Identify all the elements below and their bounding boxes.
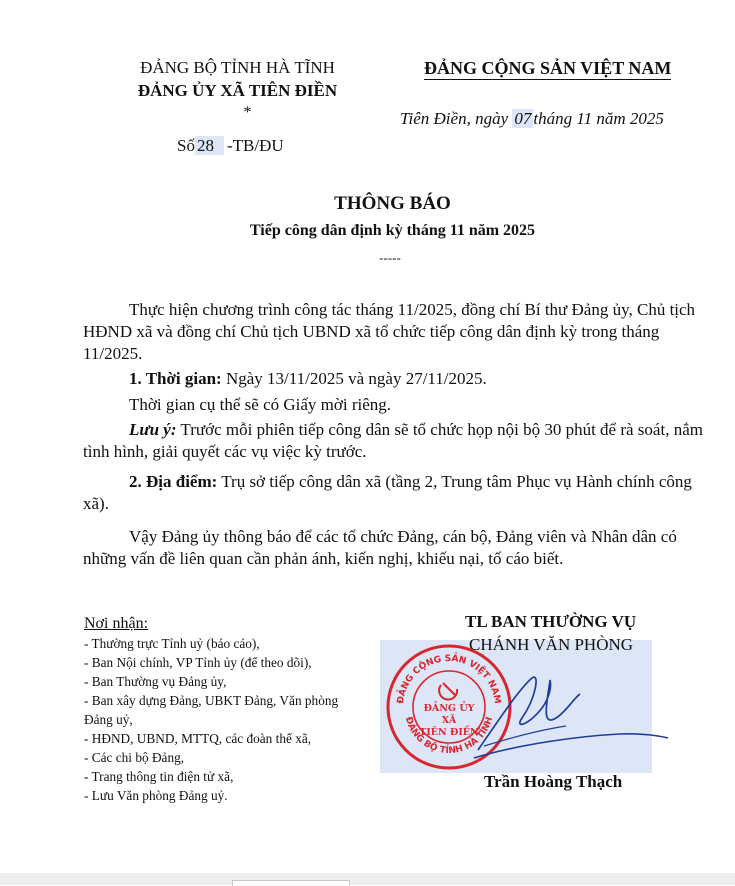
recipient-item: - Ban xây dựng Đảng, UBKT Đảng, Văn phòng: [84, 693, 339, 708]
recipients-title: Nơi nhận:: [84, 615, 149, 632]
viewer-bottom-bar: [0, 873, 735, 885]
horizontal-scrollbar-thumb[interactable]: [232, 880, 350, 886]
recipient-item: - Trang thông tin điện tử xã,: [84, 769, 234, 784]
party-heading: ĐẢNG CỘNG SẢN VIỆT NAM: [424, 58, 672, 78]
recipient-item: - Lưu Văn phòng Đảng uỷ.: [84, 788, 228, 803]
seal-outer-top-text: ĐẢNG CỘNG SẢN VIỆT NAM: [396, 653, 503, 705]
issuer-block: [110, 56, 365, 124]
document-subtitle: Tiếp công dân định kỳ tháng 11 năm 2025: [249, 222, 536, 239]
note-text: Trước mỗi phiên tiếp công dân sẽ tổ chức họp nội bộ 30 phút để rà soát, nắm tình hình, giải quyết các vụ việc kỳ trước.: [83, 420, 703, 461]
place-text: Trụ sở tiếp công dân xã (tầng 2, Trung tâm Phục vụ Hành chính công xã).: [83, 472, 692, 513]
signature-title: CHÁNH VĂN PHÒNG: [469, 635, 634, 654]
number-prefix: Số: [177, 136, 195, 155]
number-suffix: -TB/ĐU: [226, 136, 284, 155]
note-label: Lưu ý:: [129, 420, 177, 439]
document-body: [83, 299, 705, 570]
recipient-item: Đảng uỷ,: [84, 712, 133, 727]
time-label: 1. Thời gian:: [129, 369, 222, 388]
document-number: [177, 136, 284, 156]
signature-authority: TL BAN THƯỜNG VỤ: [465, 612, 637, 631]
seal-center-1: ĐẢNG ỦY: [423, 703, 475, 714]
time-text: Ngày 13/11/2025 và ngày 27/11/2025.: [221, 369, 487, 388]
date-suffix: tháng 11 năm 2025: [533, 109, 664, 128]
seal-outer-bottom-text: ĐẢNG BỘ TỈNH HÀ TĨNH: [402, 715, 496, 757]
title-divider: -----: [379, 250, 401, 265]
signer-name: Trần Hoàng Thạch: [484, 772, 623, 791]
seal-center-3: TIÊN ĐIỀN: [419, 727, 479, 738]
time-detail-paragraph: Thời gian cụ thể sẽ có Giấy mời riêng.: [129, 395, 392, 414]
recipient-item: - Các chi bộ Đảng,: [84, 750, 185, 765]
issuer-parent-org: ĐẢNG BỘ TỈNH HÀ TĨNH: [140, 58, 335, 77]
date-day: 07: [514, 109, 532, 128]
note-paragraph: [83, 419, 705, 463]
time-paragraph: [83, 368, 705, 390]
document-title: THÔNG BÁO: [334, 193, 451, 214]
star-mark: *: [243, 104, 252, 121]
number-value: 28: [195, 136, 224, 155]
recipient-item: - HĐND, UBND, MTTQ, các đoàn thể xã,: [84, 731, 312, 746]
closing-paragraph: Vậy Đảng ủy thông báo để các tổ chức Đảng, cán bộ, Đảng viên và Nhân dân có những vấn đề liên quan cần phản ánh, kiến nghị, khiếu nại, tố cáo biết.: [83, 527, 677, 568]
recipient-item: - Ban Thường vụ Đảng ủy,: [84, 674, 227, 689]
recipient-item: - Thường trực Tỉnh uỷ (báo cáo),: [84, 636, 260, 651]
handwritten-signature: [470, 658, 670, 768]
date-prefix: Tiên Điền, ngày: [400, 109, 509, 128]
issuer-org: ĐẢNG ỦY XÃ TIÊN ĐIỀN: [137, 81, 338, 100]
recipient-item: - Ban Nội chính, VP Tỉnh ủy (để theo dõi),: [84, 655, 312, 670]
document-date: [400, 109, 664, 129]
place-paragraph: [83, 471, 705, 515]
hammer-sickle-icon: [439, 683, 457, 699]
recipients-block: [84, 614, 404, 805]
place-label: 2. Địa điểm:: [129, 472, 218, 491]
seal-center-2: XÃ: [441, 715, 457, 726]
intro-paragraph: Thực hiện chương trình công tác tháng 11/2025, đồng chí Bí thư Đảng ủy, Chủ tịch HĐND xã và đồng chí Chủ tịch UBND xã tổ chức tiếp công dân định kỳ trong tháng 11/2025.: [83, 300, 696, 363]
